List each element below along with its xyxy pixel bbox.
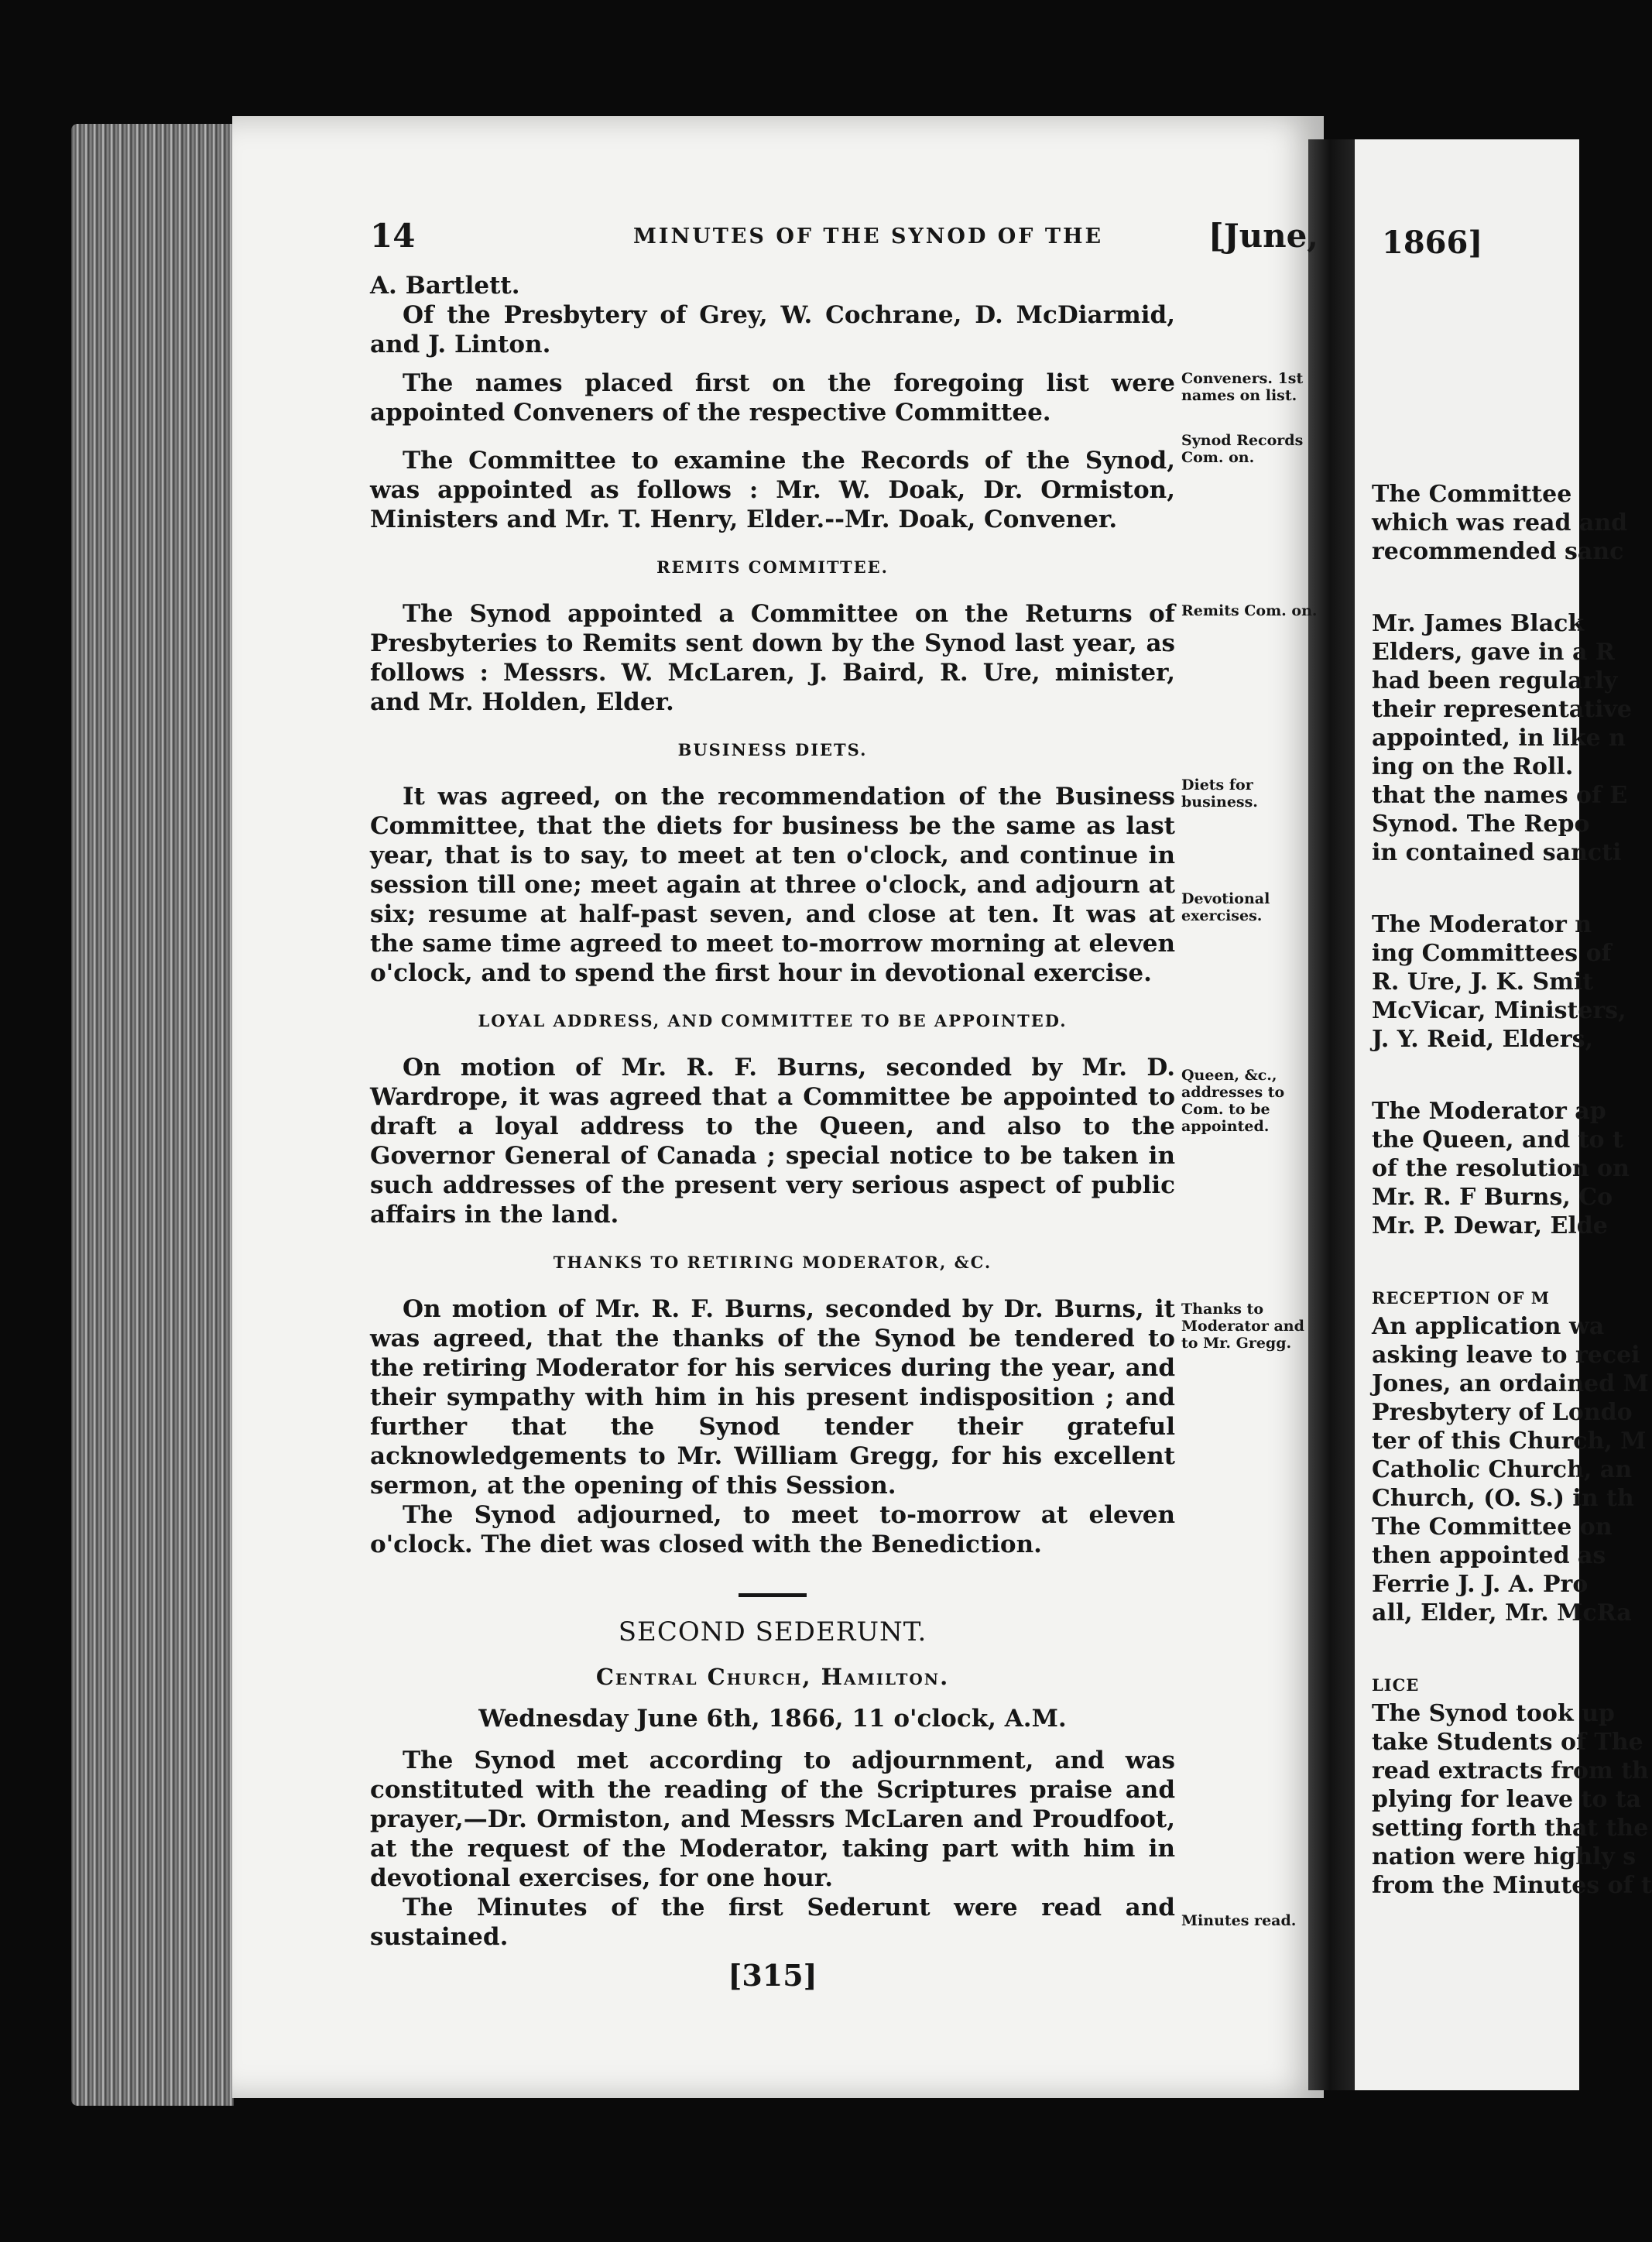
- margin-note-remits: Remits Com. on.: [1181, 602, 1318, 619]
- book-page-edges: [71, 124, 234, 2106]
- margin-note-records: Synod Records Com. on.: [1181, 432, 1304, 466]
- margin-note-queen: Queen, &c., addresses to Com. to be appointed.: [1181, 1067, 1285, 1135]
- sederunt-title: SECOND SEDERUNT.: [618, 1616, 927, 1647]
- paragraph: The Synod adjourned, to meet to-morrow at eleven o'clock. The diet was closed with the Benediction.: [370, 1501, 1175, 1558]
- facing-page-line: then appointed as: [1372, 1542, 1606, 1569]
- paragraph: Of the Presbytery of Grey, W. Cochrane, D. McDiarmid, and J. Linton.: [370, 301, 1175, 358]
- facing-page-line: nation were highly s: [1372, 1843, 1637, 1870]
- facing-page-line: RECEPTION OF M: [1372, 1288, 1550, 1308]
- paragraph: It was agreed, on the recommendation of the Business Committee, that the diets for business be the same as last year, that is to say, to meet at ten o'clock, and continue in session till one; meet again at three o'clock, and adjourn at six; resume at half-past seven, and close at ten. It was at the same time agreed to meet to-morrow morning at eleven o'clock, and to spend the first hour in devotional exercise.: [370, 783, 1175, 987]
- page-number: 14: [370, 217, 416, 255]
- folio-number: [315]: [728, 1958, 817, 1993]
- paragraph: The Synod appointed a Committee on the Returns of Presbyteries to Remits sent down by the Synod last year, as follows : Messrs. W. McLaren, J. Baird, R. Ure, minister, and Mr. Holden, Elder.: [370, 600, 1175, 716]
- facing-page-line: plying for leave to ta: [1372, 1786, 1642, 1813]
- facing-page-line: ing on the Roll.: [1372, 753, 1574, 780]
- meeting-dateline: Wednesday June 6th, 1866, 11 o'clock, A.M.: [478, 1705, 1067, 1733]
- facing-page-text: [1372, 480, 1652, 1900]
- facing-page-line: [1372, 1054, 1604, 1097]
- paragraph: On motion of Mr. R. F. Burns, seconded by Dr. Burns, it was agreed, that the thanks of the Synod be tendered to the retiring Moderator for his services during the year, and their sympathy with him in his present indisposition ; and further that the Synod tender their grateful acknowledgements to Mr. William Gregg, for his excellent sermon, at the opening of this Session.: [370, 1295, 1175, 1500]
- facing-page-line: Catholic Church, an: [1372, 1456, 1633, 1483]
- facing-page-line: The Moderator n: [1372, 911, 1592, 938]
- paragraph: A. Bartlett.: [370, 272, 520, 300]
- facing-page-line: all, Elder, Mr. McRa: [1372, 1599, 1632, 1627]
- facing-page-line: Elders, gave in a R: [1372, 639, 1615, 666]
- facing-page-line: [1372, 1240, 1604, 1284]
- page-body: [370, 271, 1175, 1993]
- margin-note-minutes: Minutes read.: [1181, 1912, 1297, 1929]
- facing-page-line: [1372, 1627, 1604, 1671]
- margin-note-devotional: Devotional exercises.: [1181, 890, 1270, 924]
- header-date: [June,: [1208, 217, 1318, 255]
- facing-page-line: recommended sanc: [1372, 538, 1624, 565]
- margin-note-thanks: Thanks to Moderator and to Mr. Gregg.: [1181, 1301, 1304, 1352]
- section-heading-thanks: THANKS TO RETIRING MODERATOR, &C.: [553, 1253, 992, 1272]
- section-heading-business-diets: BUSINESS DIETS.: [677, 740, 868, 759]
- facing-page-line: J. Y. Reid, Elders,: [1372, 1026, 1593, 1053]
- section-heading-remits: REMITS COMMITTEE.: [656, 557, 889, 577]
- facing-page-line: ter of this Church, M: [1372, 1428, 1647, 1455]
- running-header: [370, 217, 1318, 263]
- facing-page-line: which was read and: [1372, 509, 1628, 537]
- right-page: [1355, 139, 1652, 2090]
- facing-page-line: Jones, an ordained M: [1372, 1370, 1649, 1397]
- facing-page-line: Church, (O. S.) in th: [1372, 1485, 1634, 1512]
- facing-page-line: the Queen, and to t: [1372, 1126, 1623, 1154]
- facing-page-line: [1372, 566, 1604, 609]
- facing-page-line: Synod. The Repo: [1372, 811, 1590, 838]
- facing-page-line: in contained sancti: [1372, 839, 1622, 866]
- margin-note-diets: Diets for business.: [1181, 776, 1258, 811]
- facing-page-line: of the resolution on: [1372, 1155, 1630, 1182]
- facing-page-line: The Committee: [1372, 481, 1572, 508]
- running-title: MINUTES OF THE SYNOD OF THE: [633, 225, 1104, 249]
- meeting-place: Central Church, Hamilton.: [595, 1664, 950, 1690]
- section-heading-loyal-address: LOYAL ADDRESS, AND COMMITTEE TO BE APPOINTED.: [478, 1011, 1068, 1030]
- facing-page-line: Mr. P. Dewar, Elde: [1372, 1212, 1608, 1239]
- facing-page-line: R. Ure, J. K. Smit: [1372, 968, 1594, 996]
- facing-page-line: The Synod took up: [1372, 1700, 1615, 1727]
- facing-page-line: ing Committees of: [1372, 940, 1612, 967]
- paragraph: The Synod met according to adjournment, and was constituted with the reading of the Scriptures praise and prayer,—Dr. Ormiston, and Messrs McLaren and Proudfoot, at the request of the Moderator, taking part with him in devotional exercises, for one hour.: [370, 1747, 1175, 1892]
- paragraph: The names placed first on the foregoing list were appointed Conveners of the respective Committee.: [370, 369, 1175, 427]
- facing-page-line: asking leave to recei: [1372, 1342, 1640, 1369]
- facing-page-line: LICE: [1372, 1675, 1420, 1695]
- facing-page-line: take Students of The: [1372, 1729, 1643, 1756]
- facing-page-line: Ferrie J. J. A. Pro: [1372, 1571, 1589, 1598]
- facing-page-header: 1866]: [1382, 225, 1483, 261]
- facing-page-line: The Moderator ap: [1372, 1098, 1606, 1125]
- paragraph: The Minutes of the first Sederunt were read and sustained.: [370, 1894, 1175, 1951]
- facing-page-line: McVicar, Ministers,: [1372, 997, 1626, 1024]
- facing-page-line: appointed, in like n: [1372, 725, 1626, 752]
- facing-page-line: their representative: [1372, 696, 1633, 723]
- facing-page-line: An application wa: [1372, 1313, 1605, 1340]
- facing-page-line: Mr. R. F Burns, Co: [1372, 1184, 1613, 1211]
- facing-page-line: The Committee on: [1372, 1514, 1613, 1541]
- facing-page-line: from the Minutes of t: [1372, 1872, 1652, 1899]
- facing-page-line: Presbytery of Londo: [1372, 1399, 1633, 1426]
- paragraph: On motion of Mr. R. F. Burns, seconded by Mr. D. Wardrope, it was agreed that a Committee be appointed to draft a loyal address to the Queen, and also to the Governor General of Canada ; special notice to be taken in such addresses of the present very serious aspect of public affairs in the land.: [370, 1054, 1175, 1229]
- facing-page-line: that the names of E: [1372, 782, 1628, 809]
- facing-page-line: Mr. James Black: [1372, 610, 1585, 637]
- paragraph: The Committee to examine the Records of the Synod, was appointed as follows : Mr. W. Doak, Dr. Ormiston, Ministers and Mr. T. Henry, Elder.--Mr. Doak, Convener.: [370, 447, 1175, 533]
- margin-note-conveners: Conveners. 1st names on list.: [1181, 370, 1304, 404]
- facing-page-line: had been regularly: [1372, 667, 1618, 694]
- facing-page-line: [1372, 867, 1604, 910]
- facing-page-line: read extracts from th: [1372, 1757, 1649, 1784]
- section-divider: [739, 1593, 807, 1597]
- facing-page-line: setting forth that the: [1372, 1815, 1649, 1842]
